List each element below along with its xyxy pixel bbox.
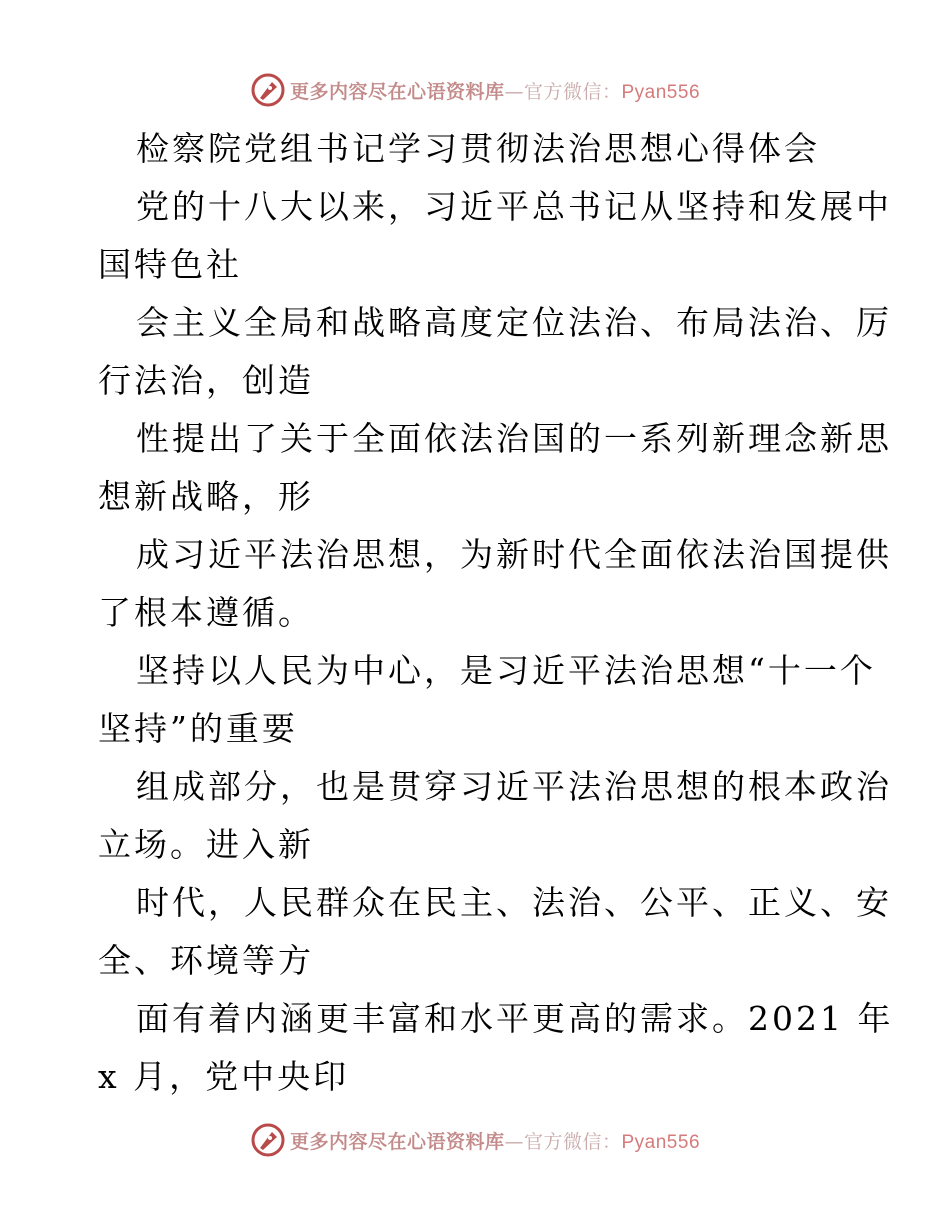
document-body xyxy=(98,120,894,1106)
text-line: 性提出了关于全面依法治国的一系列新理念新思 xyxy=(136,419,892,458)
pen-nib-logo-icon xyxy=(250,1122,286,1158)
text-line: 面有着内涵更丰富和水平更高的需求。2021 年 xyxy=(136,999,894,1038)
watermark-text xyxy=(290,1127,700,1154)
text-line: 时代，人民群众在民主、法治、公平、正义、安 xyxy=(136,883,892,922)
text-line: 立场。进入新 xyxy=(98,825,314,864)
text-line: 坚持”的重要 xyxy=(98,709,298,748)
header-watermark xyxy=(0,70,950,110)
text-line: 会主义全局和战略高度定位法治、布局法治、厉 xyxy=(136,303,892,342)
watermark-wechat-id: Pyan556 xyxy=(621,81,701,103)
pen-nib-logo-icon xyxy=(250,72,286,108)
watermark-separator: —官方微信： xyxy=(504,80,622,103)
text-line: x 月，党中央印 xyxy=(98,1057,350,1096)
watermark-brand: 更多内容尽在心语资料库 xyxy=(289,80,505,103)
text-line: 了根本遵循。 xyxy=(98,593,314,632)
text-line: 国特色社 xyxy=(98,245,242,284)
text-line: 组成部分，也是贯穿习近平法治思想的根本政治 xyxy=(136,767,892,806)
watermark-wechat-id: Pyan556 xyxy=(621,1131,701,1153)
text-line: 想新战略，形 xyxy=(98,477,314,516)
text-line: 全、环境等方 xyxy=(98,941,314,980)
text-line: 党的十八大以来，习近平总书记从坚持和发展中 xyxy=(136,187,892,226)
document-title: 检察院党组书记学习贯彻法治思想心得体会 xyxy=(136,129,820,168)
watermark-separator: —官方微信： xyxy=(504,1130,622,1153)
text-line: 成习近平法治思想，为新时代全面依法治国提供 xyxy=(136,535,892,574)
text-line: 坚持以人民为中心，是习近平法治思想“十一个 xyxy=(136,651,876,690)
watermark-text xyxy=(290,77,700,104)
watermark-brand: 更多内容尽在心语资料库 xyxy=(289,1130,505,1153)
text-line: 行法治，创造 xyxy=(98,361,314,400)
footer-watermark xyxy=(0,1120,950,1160)
